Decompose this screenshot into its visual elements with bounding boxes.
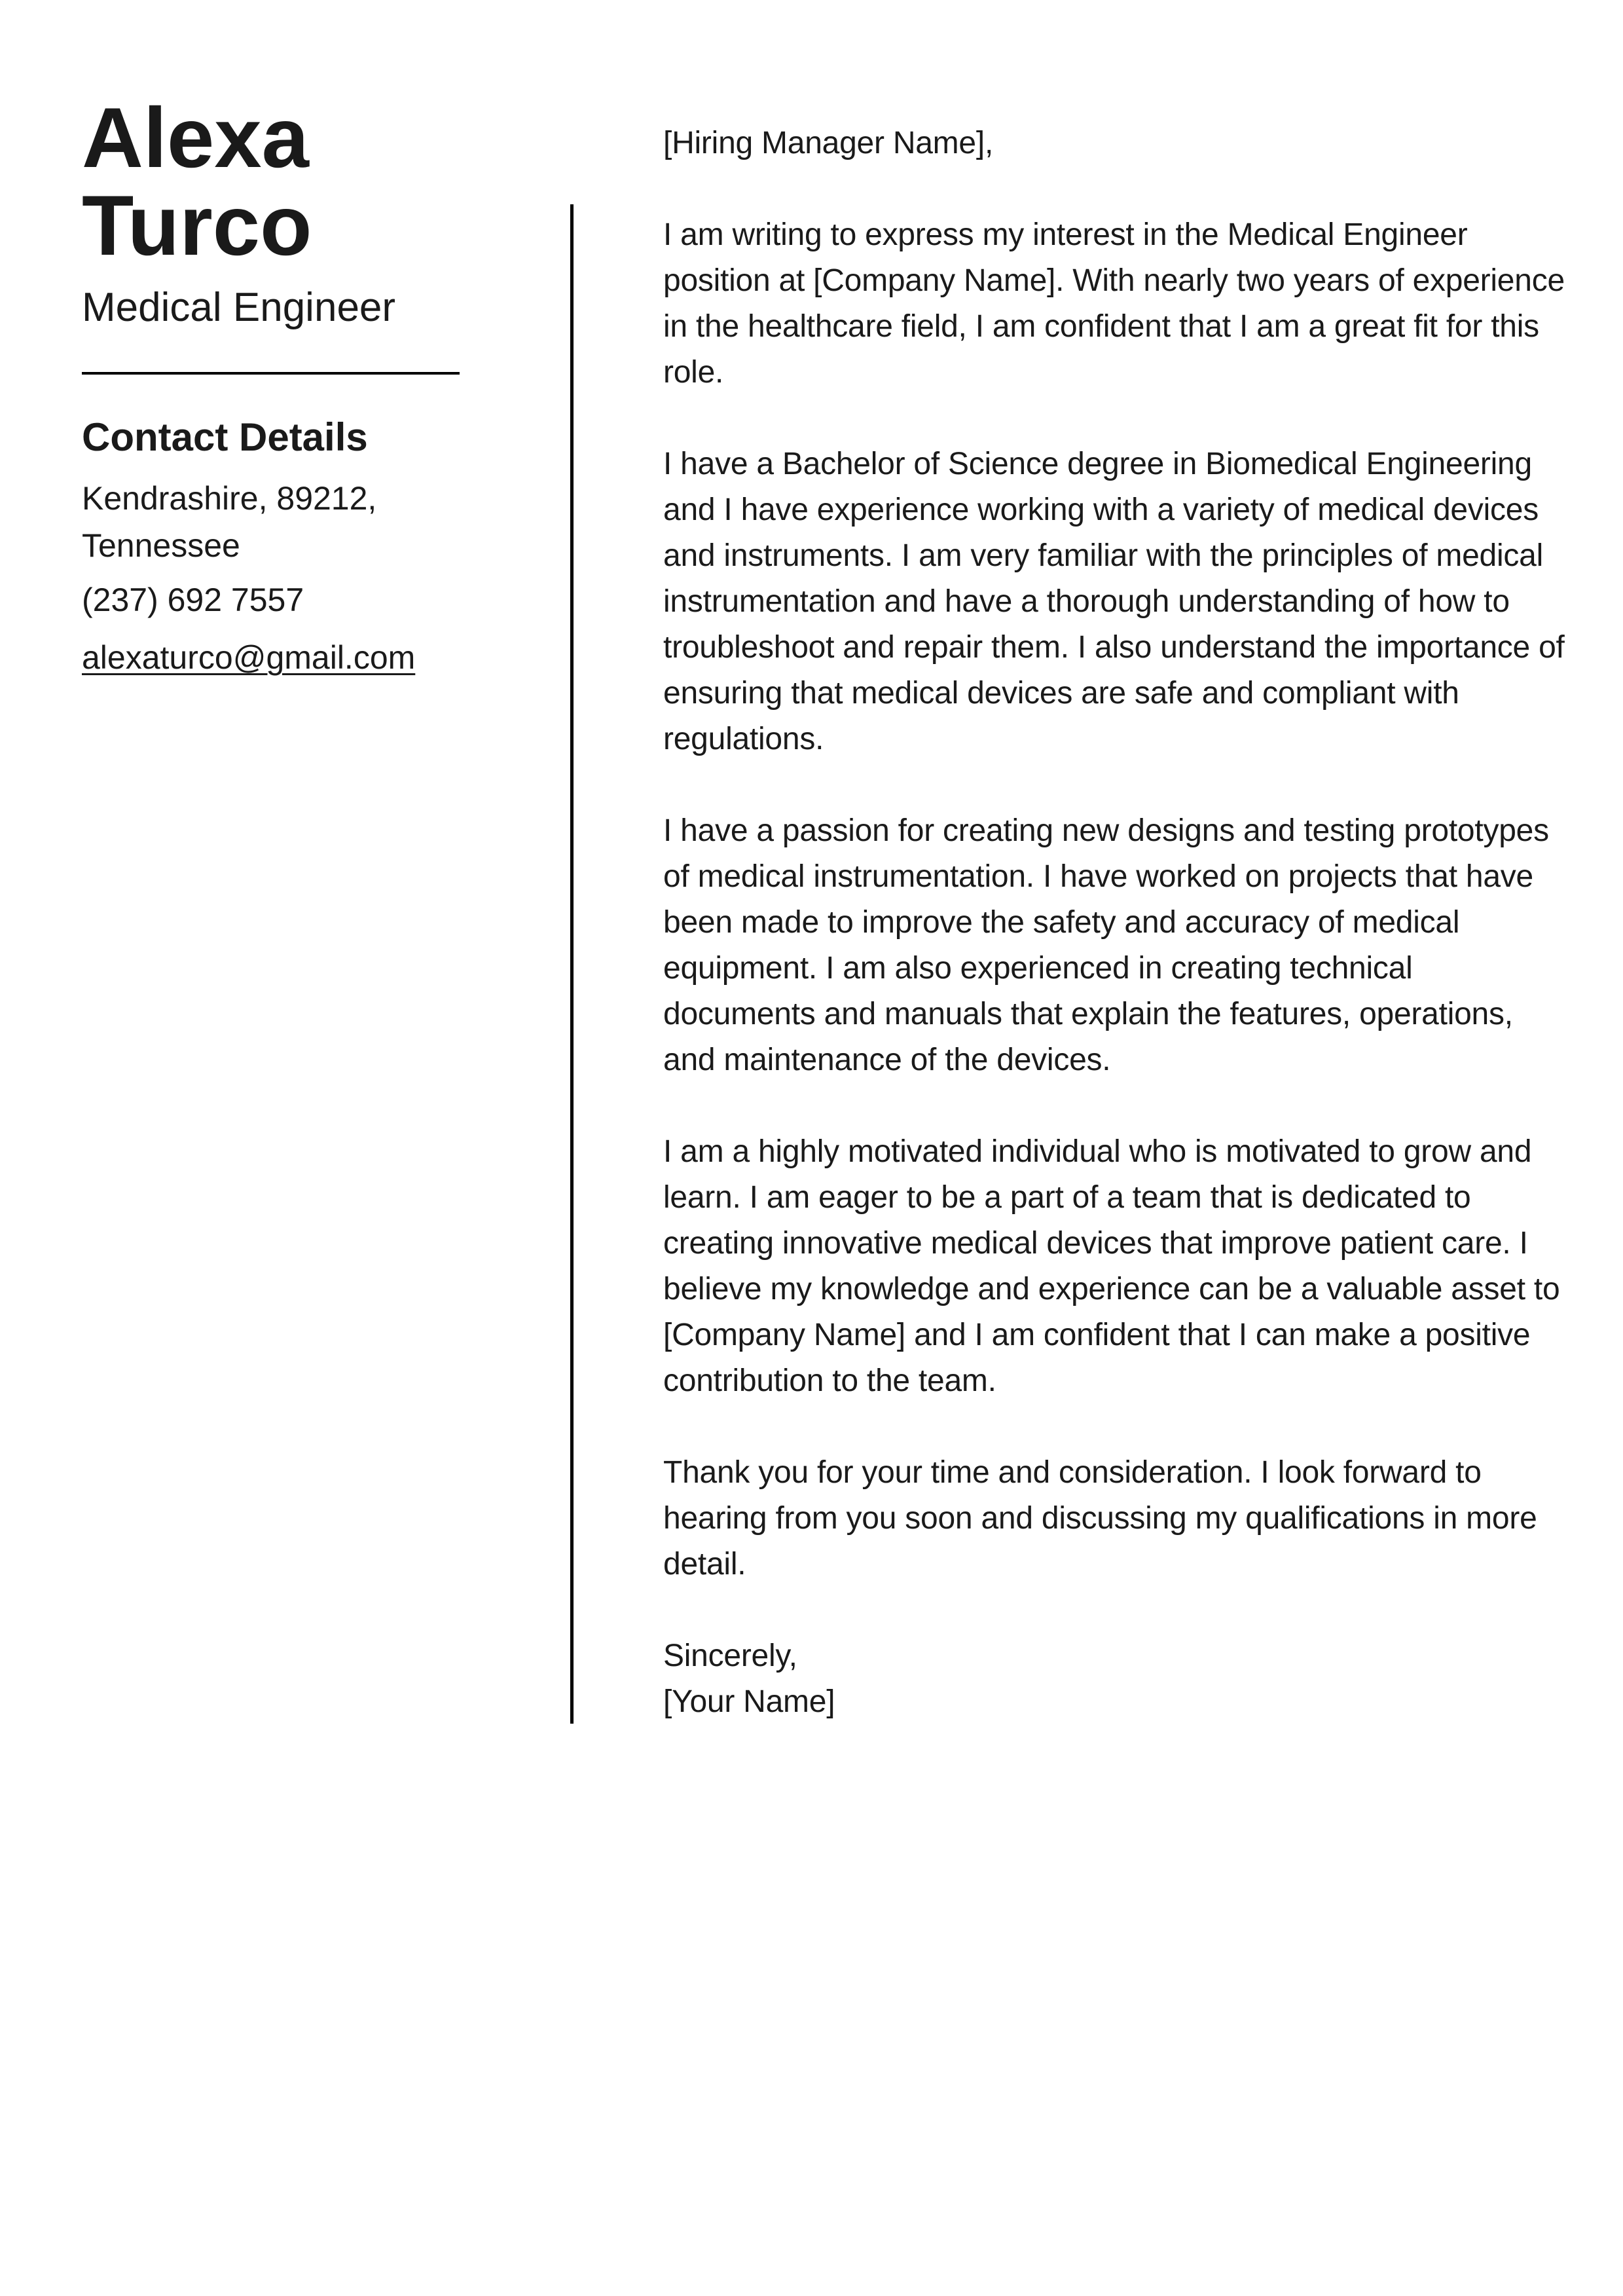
contact-email [82, 634, 488, 681]
paragraph: I have a Bachelor of Science degree in Biomedical Engineering and I have experience working with a variety of medical devices and instruments. I am very familiar with the principles of medical instrumentation and have a thorough understanding of how to troubleshoot and repair them. I also understand the importance of ensuring that medical devices are safe and compliant with regulations. [663, 447, 1565, 756]
contact-phone: (237) 692 7557 [82, 582, 304, 618]
name-last: Turco [82, 177, 312, 273]
paragraph: I am writing to express my interest in the Medical Engineer position at [Company Name]. With nearly two years of experience in the healthcare field, I am confident that I am a great fit for this role. [663, 217, 1565, 390]
address-line-2: Tennessee [82, 527, 240, 564]
name-first: Alexa [82, 90, 309, 185]
paragraph: I have a passion for creating new designs and testing prototypes of medical instrumentation. I have worked on projects that have been made to improve the safety and accuracy of medical equipment. I am also experienced in creating technical documents and manuals that explain the features, operations, and maintenance of the devices. [663, 813, 1549, 1077]
closing-block [663, 1633, 1573, 1725]
email-link[interactable]: alexaturco@gmail.com [82, 639, 416, 676]
closing: Sincerely, [663, 1639, 797, 1673]
contact-details-heading: Contact Details [82, 415, 368, 459]
address-line-1: Kendrashire, 89212, [82, 480, 377, 517]
sidebar [82, 90, 488, 681]
vertical-divider [570, 204, 574, 1724]
greeting: [Hiring Manager Name], [663, 126, 994, 160]
paragraph: Thank you for your time and consideration. I look forward to hearing from you soon and discussing my qualifications in more detail. [663, 1455, 1537, 1582]
job-title: Medical Engineer [82, 285, 396, 330]
contact-address [82, 475, 488, 569]
signature: [Your Name] [663, 1684, 835, 1719]
letter-body [663, 120, 1573, 1725]
horizontal-divider [82, 372, 460, 375]
paragraph: I am a highly motivated individual who is motivated to grow and learn. I am eager to be a part of a team that is dedicated to creating innovative medical devices that improve patient care. I believe my knowledge and experience can be a valuable asset to [Company Name] and I am confident that I can make a positive contribution to the team. [663, 1134, 1560, 1398]
